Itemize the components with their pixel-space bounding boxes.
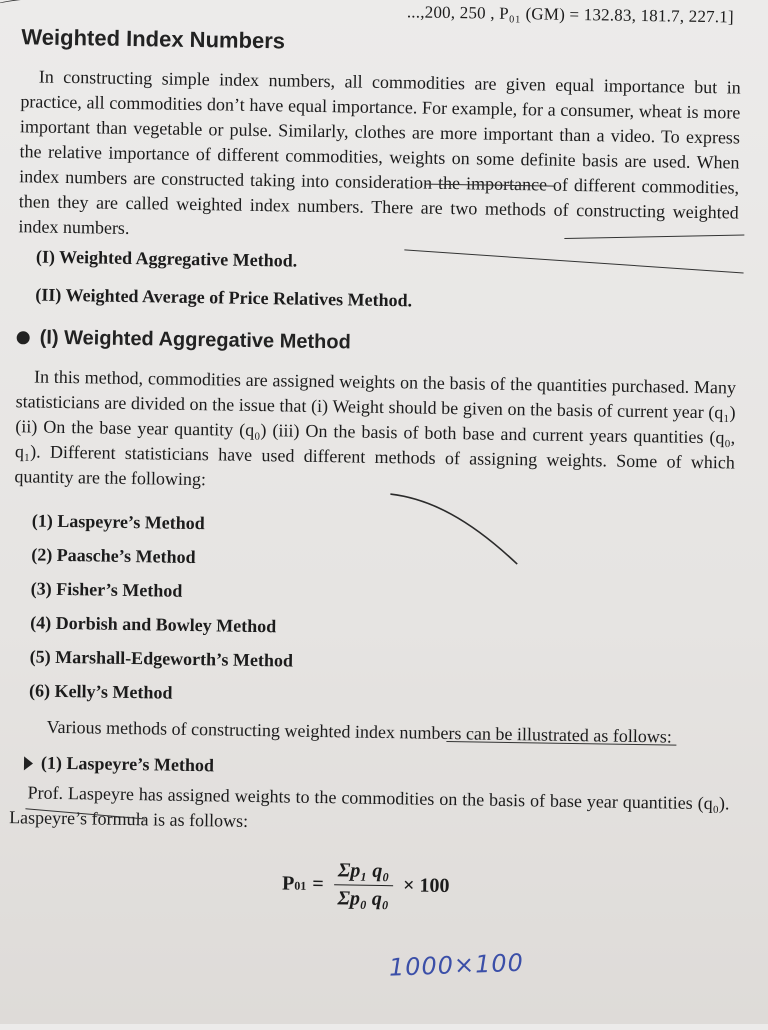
weighting-method-item: (3) Fisher’s Method: [30, 578, 183, 601]
weighting-method-item: (2) Paasche’s Method: [31, 544, 196, 568]
various-methods-text: Various methods of constructing weighted index numbers can be illustrated as follows:: [46, 716, 673, 747]
formula-multiplier: × 100: [402, 874, 450, 898]
formula-fraction: [333, 859, 393, 911]
various-methods-paragraph: [28, 714, 708, 750]
formula-fraction-bar: [334, 884, 393, 886]
formula-equals: =: [312, 872, 324, 896]
method-item: (II) Weighted Average of Price Relatives Method.: [35, 284, 413, 311]
method-item: (I) Weighted Aggregative Method.: [35, 246, 298, 271]
formula-denominator: Σp₀ q₀: [337, 887, 390, 911]
formula-lhs: [282, 872, 307, 895]
laspeyre-heading-text: (1) Laspeyre’s Method: [40, 752, 215, 776]
weighting-method-item: (4) Dorbish and Bowley Method: [30, 612, 277, 637]
triangle-bullet-icon: [24, 756, 33, 770]
weighting-methods-list: [29, 510, 295, 718]
formula-numerator: Σp₁ q₀: [337, 859, 390, 883]
section-heading: Weighted Index Numbers: [21, 24, 286, 54]
pencil-underline: [404, 249, 743, 273]
weighting-method-item: (1) Laspeyre’s Method: [31, 510, 205, 534]
subsection-heading-text: (I) Weighted Aggregative Method: [39, 326, 351, 354]
laspeyre-heading: [24, 752, 214, 776]
methods-list: [35, 247, 413, 329]
formula-lhs-subscript: 01: [294, 878, 307, 893]
bullet-dot-icon: [17, 331, 30, 344]
laspeyre-paragraph-text: Prof. Laspeyre has assigned weights to the commodities on the basis of base year quantities (q₀). Laspeyre’s formula is as follows:: [9, 782, 730, 831]
laspeyre-paragraph: [9, 780, 730, 841]
weighting-method-item: (6) Kelly’s Method: [28, 680, 173, 703]
weighting-method-item: (5) Marshall-Edgeworth’s Method: [29, 646, 294, 671]
intro-paragraph: [18, 64, 741, 250]
pencil-stroke-icon: [389, 488, 530, 570]
aggregative-paragraph-text: In this method, commodities are assigned weights on the basis of the quantities purchased. Many statisticians are divided on the issue that (i) Weight should be given on the basis of current year (q₁) (ii) On the base year quantity (q₀) (iii) On the basis of both base and current years quantities (q₀, q₁). Different statisticians have used different methods of assigning weights. Some of which quantity are the following:: [14, 366, 737, 490]
formula-lhs-symbol: P: [281, 872, 295, 895]
aggregative-paragraph: [14, 364, 736, 500]
subsection-heading: [17, 326, 351, 354]
handwritten-note: 1000×100: [388, 948, 525, 982]
laspeyre-formula: [282, 858, 450, 912]
intro-paragraph-text: In constructing simple index numbers, all commodities are given equal importance but in practice, all commodities don’t have equal importance. For example, for a consumer, wheat is more important than vegetable or pulse. Similarly, clothes are more important than a video. To express the relative importance of different commodities, weights on some definite basis are used. When index numbers are constructed taking into consideration the importance of different commodities, then they are called weighted index numbers. There are two methods of constructing weighted index numbers.: [18, 66, 741, 238]
top-continuation-text: ...,200, 250 , P₀₁ (GM) = 132.83, 181.7, 227.1]: [406, 2, 734, 27]
